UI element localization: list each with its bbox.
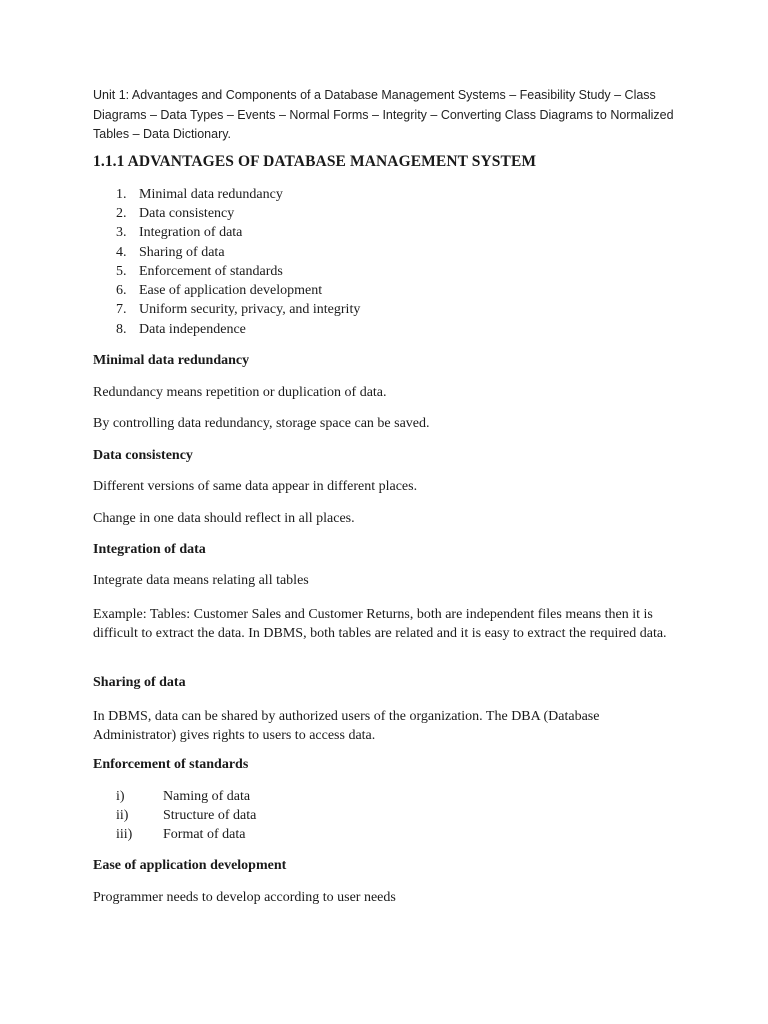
section-heading-integration: Integration of data [93, 542, 206, 557]
list-item: Naming of data [163, 789, 251, 804]
list-item: Data consistency [139, 206, 235, 221]
list-item: Structure of data [163, 808, 257, 823]
list-number: 3. [116, 225, 127, 240]
list-number: 6. [116, 283, 127, 298]
list-number: iii) [116, 827, 133, 842]
paragraph: Integrate data means relating all tables [93, 573, 309, 588]
list-number: 4. [116, 245, 127, 260]
list-number: 5. [116, 264, 127, 279]
paragraph: In DBMS, data can be shared by authorized users of the organization. The DBA (Database Administrator) gives rights to users to access data. [93, 709, 600, 743]
list-item: Enforcement of standards [139, 264, 283, 279]
paragraph: Change in one data should reflect in all places. [93, 511, 355, 526]
list-number: 2. [116, 206, 127, 221]
paragraph: Programmer needs to develop according to user needs [93, 890, 396, 905]
list-number: i) [116, 789, 125, 804]
list-item: Minimal data redundancy [139, 187, 283, 202]
section-heading-consistency: Data consistency [93, 448, 193, 463]
section-heading-standards: Enforcement of standards [93, 757, 249, 772]
list-number: 1. [116, 187, 127, 202]
paragraph: Redundancy means repetition or duplication of data. [93, 385, 387, 400]
section-heading-sharing: Sharing of data [93, 675, 186, 690]
list-item: Ease of application development [139, 283, 323, 298]
list-item: Format of data [163, 827, 246, 842]
paragraph: By controlling data redundancy, storage space can be saved. [93, 416, 430, 431]
list-number: ii) [116, 808, 129, 823]
list-item: Sharing of data [139, 245, 225, 260]
list-item: Integration of data [139, 225, 243, 240]
list-number: 8. [116, 322, 127, 337]
section-heading-ease: Ease of application development [93, 858, 287, 873]
list-item: Uniform security, privacy, and integrity [139, 302, 361, 317]
list-item: Data independence [139, 322, 246, 337]
paragraph: Example: Tables: Customer Sales and Customer Returns, both are independent files means then it is difficult to extract the data. In DBMS, both tables are related and it is easy to extract the required data. [93, 607, 667, 641]
list-number: 7. [116, 302, 127, 317]
section-heading-redundancy: Minimal data redundancy [93, 353, 250, 368]
section-title: 1.1.1 ADVANTAGES OF DATABASE MANAGEMENT SYSTEM [93, 153, 537, 170]
paragraph: Different versions of same data appear in different places. [93, 479, 418, 494]
unit-heading: Unit 1: Advantages and Components of a Database Management Systems – Feasibility Study – Class Diagrams – Data Types – Events – Normal Forms – Integrity – Converting Class Diagrams to Normalized Tables – Data Dictionary. [93, 88, 674, 141]
